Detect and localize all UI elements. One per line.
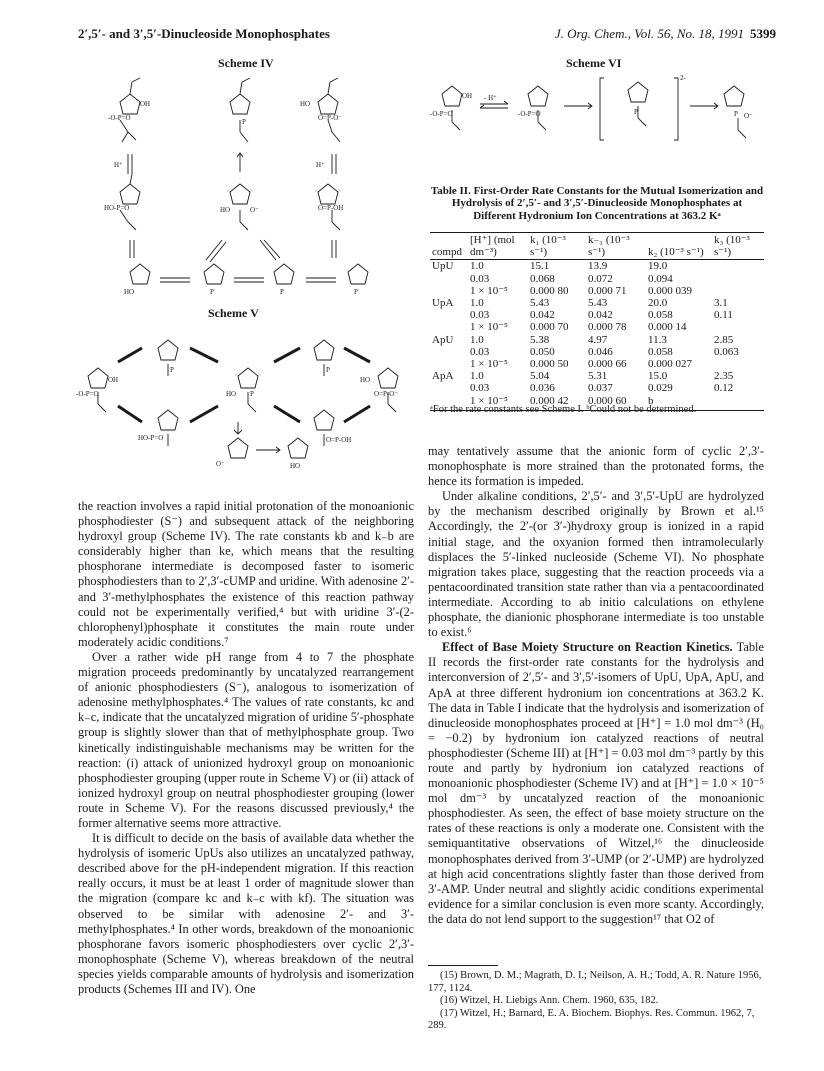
col-header-h-plus: [H⁺] (mol dm⁻³) bbox=[468, 233, 528, 260]
table-cell: 2.85 bbox=[714, 333, 734, 346]
table-cell: 0.03 bbox=[470, 309, 490, 322]
reference-16: (16) Witzel, H. Liebigs Ann. Chem. 1960, 635, 182. bbox=[440, 995, 659, 1007]
scheme-v-label-phos-2: HO-P=O bbox=[138, 434, 164, 442]
table-caption: Table II. First-Order Rate Constants for the Mutual Isomerization and Hydrolysis of 2′,5′- and 3′,5′-Dinucleoside Monophosphates at Different Hydronium Ion Concentrations at 363.2 Kᵃ bbox=[430, 185, 764, 222]
table-cell: 0.000 78 bbox=[588, 321, 627, 334]
col-header-k1: k₁ (10⁻³ s⁻¹) bbox=[528, 233, 586, 260]
table-cell: 0.03 bbox=[470, 272, 490, 285]
scheme-v-label-ho-2: HO bbox=[360, 376, 371, 384]
scheme-iv-label-ho-2: HO bbox=[220, 206, 231, 214]
scheme-iv-label-ho: HO bbox=[300, 100, 311, 108]
table-cell: 1.0 bbox=[470, 297, 484, 310]
table-cell: 5.43 bbox=[530, 297, 550, 310]
page-number: 5399 bbox=[750, 26, 776, 41]
table-cell bbox=[712, 260, 764, 273]
scheme-iv-label-p-4: P bbox=[354, 288, 358, 296]
right-paragraph-3 bbox=[428, 640, 764, 927]
table-body bbox=[430, 260, 764, 410]
scheme-vi-label-p-1: P bbox=[634, 108, 638, 116]
table-cell: 0.036 bbox=[530, 382, 555, 395]
table-cell: 0.03 bbox=[470, 345, 490, 358]
scheme-iv-label-h-plus-2: H⁺ bbox=[316, 161, 325, 169]
scheme-v-title: Scheme V bbox=[208, 306, 259, 320]
table-cell: 5.04 bbox=[530, 370, 550, 383]
table-cell: 0.000 14 bbox=[648, 321, 687, 334]
references bbox=[428, 965, 768, 1033]
table-row bbox=[430, 370, 764, 382]
references-divider bbox=[428, 965, 498, 966]
table-cell bbox=[430, 285, 468, 297]
table-row bbox=[430, 273, 764, 285]
scheme-iv-title: Scheme IV bbox=[218, 56, 274, 70]
table-cell: 4.97 bbox=[588, 333, 608, 346]
table-cell: 0.11 bbox=[714, 309, 733, 322]
table-cell: 0.000 70 bbox=[530, 321, 569, 334]
scheme-v-diagram bbox=[78, 326, 418, 486]
table-cell: ApA bbox=[432, 370, 454, 383]
scheme-vi-title: Scheme VI bbox=[566, 56, 622, 70]
scheme-iv-label-ho-3: HO bbox=[124, 288, 135, 296]
table-header-row bbox=[430, 233, 764, 260]
table-cell: 1 × 10⁻⁵ bbox=[470, 321, 508, 334]
table-cell: 0.029 bbox=[648, 382, 673, 395]
table-cell: 0.12 bbox=[714, 382, 734, 395]
table-row bbox=[430, 260, 764, 273]
right-column bbox=[428, 444, 764, 927]
table-cell: UpA bbox=[432, 297, 454, 310]
scheme-iv-label-p-3: P bbox=[280, 288, 284, 296]
journal-citation bbox=[555, 26, 776, 42]
journal-name: J. Org. Chem., Vol. 56, No. 18, 1991 bbox=[554, 26, 744, 41]
running-title: 2′,5′- and 3′,5′-Dinucleoside Monophosphates bbox=[78, 26, 330, 41]
table-cell: 15.0 bbox=[648, 370, 668, 383]
scheme-iv-label-phos-4: O=P-OH bbox=[318, 204, 344, 212]
table-cell: 0.000 50 bbox=[530, 358, 569, 371]
scheme-iv-label-p-1: P bbox=[242, 118, 246, 126]
table-cell bbox=[430, 382, 468, 394]
scheme-v-label-oh: OH bbox=[108, 376, 119, 384]
table-cell: 0.046 bbox=[588, 345, 613, 358]
left-paragraph-3: It is difficult to decide on the basis of available data whether the hydrolysis of isomeric UpUs also utilizes an uncatalyzed pathway, described above for the pH-independent migration. If this reaction really occurs, it must be at least 1 order of magnitude slower than the migration (compare kc and k₋c with kf). The situation was observed to be similar with adenosine 2′- and 3′-methylphosphates.⁴ In other words, breakdown of the monoanionic phosphorane favors isomeric phosphodiesters over cyclic 2′,3′-monophosphate (Scheme V), whereas breakdown of the neutral species yields comparable amounts of hydrolysis and isomerization products (Schemes III and IV). One bbox=[78, 831, 414, 996]
section-heading: Effect of Base Moiety Structure on Reaction Kinetics. bbox=[442, 640, 733, 655]
table-row bbox=[430, 346, 764, 358]
rate-constants-table bbox=[430, 232, 764, 411]
scheme-v-label-p-3: P bbox=[326, 366, 330, 374]
table-cell: 1.0 bbox=[470, 333, 484, 346]
table-cell: 0.072 bbox=[588, 272, 613, 285]
table-cell bbox=[430, 273, 468, 285]
reference-17: (17) Witzel, H.; Barnard, E. A. Biochem. Biophys. Res. Commun. 1962, 7, 289. bbox=[428, 1007, 755, 1032]
table-cell: 0.03 bbox=[470, 382, 490, 395]
table-cell: 0.058 bbox=[648, 309, 673, 322]
table-row bbox=[430, 321, 764, 333]
left-paragraph-1: the reaction involves a rapid initial protonation of the monoanionic phosphodiester (S⁻) and subsequent attack of the neighboring hydroxyl group (Scheme IV). The rate constants kb and k₋b are considerably higher than ke, which means that the resulting phosphorane intermediate is decomposed faster to isomeric phosphodiesters than to 2′,3′-cUMP and uridine. With adenosine 2′- and 3′-methylphosphates the existence of this reaction pathway could not be experimentally verified,⁴ but with uridine 3′-(2-chlorophenyl)phosphate it constitutes the main route under moderately acidic conditions.⁷ bbox=[78, 499, 414, 649]
table-cell: 0.037 bbox=[588, 382, 613, 395]
scheme-iv-label-phos-2: O=P-O⁻ bbox=[318, 114, 342, 122]
table-cell: 1.0 bbox=[470, 370, 484, 383]
scheme-v-label-phos-4: O=P-O⁻ bbox=[374, 390, 398, 398]
table-cell bbox=[712, 273, 764, 285]
table-cell: 20.0 bbox=[648, 297, 668, 310]
scheme-vi-label-phos-2: -O-P=O bbox=[518, 110, 541, 118]
table-cell: 5.38 bbox=[530, 333, 550, 346]
table-cell bbox=[430, 321, 468, 333]
scheme-iv-label-oh: OH bbox=[140, 100, 151, 108]
table-cell: 0.000 71 bbox=[588, 284, 627, 297]
table-cell: 0.000 80 bbox=[530, 284, 569, 297]
left-column bbox=[78, 499, 414, 997]
table-cell: 1.0 bbox=[470, 260, 484, 273]
left-paragraph-2: Over a rather wide pH range from 4 to 7 the phosphate migration proceeds predominantly by uncatalyzed rearrangement of anionic phosphodiesters (S⁻), analogous to isomerization of adenosine methylphosphates.⁴ The values of rate constants, kc and k₋c, indicate that the uncatalyzed migration of uridine 5′-phosphate group is slightly slower than that of methylphosphate group. Two kinetically indistinguishable mechanisms may be written for the reaction: (i) attack of unionized hydroxyl group on monoanionic phosphodiester grouping (upper route in Scheme V) or (ii) attack of ionized hydroxyl group on neutral phosphodiester grouping (lower route in Scheme V). For the reasons discussed previously,⁴ the former alternative seems more attractive. bbox=[78, 649, 414, 830]
table-cell: ApU bbox=[432, 333, 454, 346]
table-cell: 11.3 bbox=[648, 333, 667, 346]
table-cell: b bbox=[646, 395, 712, 411]
section-body: Table II records the first-order rate constants for the hydrolysis and interconversion of 2′,5′- and 3′,5′-isomers of UpU, UpA, ApU, and ApA at three different hydronium ion concentrations at 363.2 K. The data in Table I indicate that the hydrolysis and isomerization of dinucleoside monophosphates proceed at [H⁺] = 1.0 mol dm⁻³ (H₀ = −0.2) by hydronium ion catalyzed reactions of neutral phosphodiester (Scheme III) at [H⁺] = 0.03 mol dm⁻³ partly by this route and partly by hydronium ion catalyzed reactions of monoanionic phosphodiester (Scheme IV) and at [H⁺] = 1.0 × 10⁻⁵ mol dm⁻³ by uncatalyzed reaction of the monoanionic phosphodiester. As seen, the effect of base moiety structure on the rates of these reactions is only a moderate one. Consistent with the semiquantitative observations of Witzel,¹⁶ the dinucleoside monophosphates derived from 3′-UMP (or 2′-UMP) are hydrolyzed at high acid concentrations slightly faster than those derived from 3′-AMP. Under neutral and slightly acidic conditions experimental evidence for a similar conclusion is even more scanty. Accordingly, the data do not lend support to the suggestion¹⁷ that O2 of bbox=[428, 640, 764, 926]
table-cell: 0.042 bbox=[530, 309, 555, 322]
table-cell: UpU bbox=[432, 260, 454, 273]
table-cell: 0.094 bbox=[648, 272, 673, 285]
table-cell: 0.058 bbox=[648, 345, 673, 358]
table-cell bbox=[430, 309, 468, 321]
table-cell: 2.35 bbox=[714, 370, 734, 383]
table-row bbox=[430, 334, 764, 346]
table-cell: 1 × 10⁻⁵ bbox=[468, 395, 528, 411]
table-cell: 19.0 bbox=[648, 260, 668, 273]
table-row bbox=[430, 309, 764, 321]
table-cell bbox=[712, 358, 764, 370]
scheme-vi-label-p-2: P bbox=[734, 110, 738, 118]
table-cell: 0.000 60 bbox=[586, 395, 646, 411]
table-cell: 15.1 bbox=[530, 260, 550, 273]
table-row bbox=[430, 382, 764, 394]
table-row bbox=[430, 358, 764, 370]
right-paragraph-1: may tentatively assume that the anionic form of cyclic 2′,3′-monophosphate is more strained than the protonated forms, the hence its formation is impeded. bbox=[428, 444, 764, 489]
table-cell: 0.000 66 bbox=[588, 358, 627, 371]
scheme-iv-label-h-plus-1: H⁺ bbox=[114, 161, 123, 169]
table-cell: 0.000 42 bbox=[528, 395, 586, 411]
table-cell bbox=[712, 321, 764, 333]
scheme-vi-label-o-minus: O⁻ bbox=[744, 112, 753, 120]
scheme-v-label-ho-3: HO bbox=[290, 462, 301, 470]
table-cell: 13.9 bbox=[588, 260, 608, 273]
scheme-vi-label-phos-1: -O-P=O bbox=[430, 110, 453, 118]
scheme-v-label-ho: HO bbox=[226, 390, 237, 398]
col-header-k-minus-1: k₋₁ (10⁻³ s⁻¹) bbox=[586, 233, 646, 260]
table-cell: 1 × 10⁻⁵ bbox=[470, 358, 508, 371]
table-cell: 0.000 039 bbox=[648, 284, 692, 297]
scheme-v-label-p-2: P bbox=[250, 390, 254, 398]
scheme-v-label-p-1: P bbox=[170, 366, 174, 374]
col-header-compd: compd bbox=[430, 233, 468, 260]
table-cell: 0.042 bbox=[588, 309, 613, 322]
table-cell bbox=[430, 358, 468, 370]
scheme-iv-label-phos-3: HO-P=O bbox=[104, 204, 130, 212]
right-paragraph-2: Under alkaline conditions, 2′,5′- and 3′,5′-UpU are hydrolyzed by the mechanism described originally by Brown et al.¹⁵ Accordingly, the 2′-(or 3′-)hydroxy group is ionized in a rapid initial stage, and the oxyanion formed then intramolecularly displaces the 5′-linked nucleoside (Scheme VI). No phosphate migration takes place, suggesting that the reaction proceeds via a pentacoordinated transition state rather than via a pentacoordinated intermediate. According to ab initio calculations on ethylene phosphate, the dianionic phosphorane intermediate is too unstable to exist.⁶ bbox=[428, 489, 764, 640]
col-header-k2: k₂ (10⁻³ s⁻¹) bbox=[646, 233, 712, 260]
table-cell: 1 × 10⁻⁵ bbox=[470, 284, 508, 297]
scheme-iv-diagram bbox=[104, 72, 410, 302]
table-row bbox=[430, 285, 764, 297]
table-cell: 0.000 027 bbox=[648, 358, 692, 371]
table-cell bbox=[712, 285, 764, 297]
scheme-iv-label-o-minus: O⁻ bbox=[250, 206, 259, 214]
scheme-vi-diagram bbox=[432, 74, 766, 154]
scheme-vi-label-minus-h-plus: - H⁺ bbox=[484, 94, 497, 102]
table-footnote: ᵃFor the rate constants see Scheme I. ᵇCould not be determined. bbox=[430, 404, 697, 415]
scheme-iv-label-phos-1: -O-P=O bbox=[108, 114, 131, 122]
table-cell bbox=[430, 346, 468, 358]
scheme-vi-label-charge: 2- bbox=[680, 74, 686, 82]
col-header-k3: k₃ (10⁻³ s⁻¹) bbox=[712, 233, 764, 260]
table-row bbox=[430, 297, 764, 309]
table-cell: 3.1 bbox=[714, 297, 728, 310]
scheme-v-label-o-minus: O⁻ bbox=[216, 460, 225, 468]
table-cell: 5.31 bbox=[588, 370, 608, 383]
reference-15: (15) Brown, D. M.; Magrath, D. I.; Neilson, A. H.; Todd, A. R. Nature 1956, 177, 1124. bbox=[428, 970, 762, 994]
table-cell: 0.068 bbox=[530, 272, 555, 285]
table-cell: 5.43 bbox=[588, 297, 608, 310]
table-cell: 0.063 bbox=[714, 345, 739, 358]
table-cell: 0.050 bbox=[530, 345, 555, 358]
scheme-v-label-phos-1: -O-P=O bbox=[76, 390, 99, 398]
scheme-vi-label-oh: OH bbox=[462, 92, 473, 100]
scheme-v-label-phos-3: O=P-OH bbox=[326, 436, 352, 444]
scheme-iv-label-p-2: P bbox=[210, 288, 214, 296]
